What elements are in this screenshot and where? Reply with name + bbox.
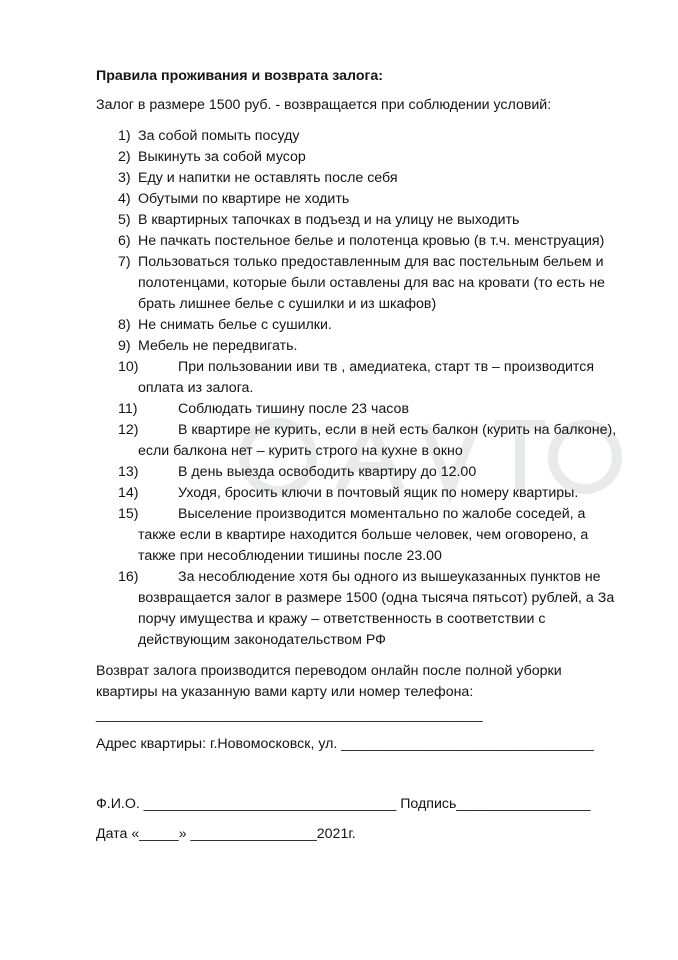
rule-item	[0, 189, 678, 210]
rule-number: 14)	[118, 485, 139, 501]
rule-text-line: В день выезда освободить квартиру до 12.00	[178, 464, 477, 480]
rule-item	[0, 483, 678, 504]
date-field: Дата «_____» ________________2021г.	[96, 826, 356, 842]
rule-number: 16)	[118, 569, 139, 585]
rule-text-line: Выселение производится моментально по жалобе соседей, а	[178, 506, 586, 522]
rule-item	[0, 462, 678, 483]
rule-item	[0, 147, 678, 168]
rule-text-line: Не пачкать постельное белье и полотенца кровью (в т.ч. менструация)	[138, 233, 605, 249]
rule-item	[0, 168, 678, 189]
rule-text-line: При пользовании иви тв , амедиатека, старт тв – производится	[178, 359, 595, 375]
rule-text-line: также если в квартире находится больше человек, чем оговорено, а	[138, 527, 589, 543]
rule-text-line: Обутыми по квартире не ходить	[138, 191, 350, 207]
rule-text-line: действующим законодательством РФ	[138, 632, 386, 648]
rules-list	[0, 126, 678, 651]
rule-item	[0, 315, 678, 336]
rule-item	[0, 231, 678, 252]
rule-number: 6)	[118, 233, 131, 249]
rule-text-line: брать лишнее белье с сушилки и из шкафов)	[138, 296, 437, 312]
rule-number: 4)	[118, 191, 131, 207]
rule-text-line: В квартирных тапочках в подъезд и на улицу не выходить	[138, 212, 520, 228]
rule-text-line: Пользоваться только предоставленным для вас постельным бельем и	[138, 254, 604, 270]
rule-number: 3)	[118, 170, 131, 186]
rule-number: 1)	[118, 128, 131, 144]
rule-text-line: возвращается залог в размере 1500 (одна тысяча пятьсот) рублей, а За	[138, 590, 615, 606]
rule-number: 5)	[118, 212, 131, 228]
rule-item	[0, 336, 678, 357]
rule-text-line: За собой помыть посуду	[138, 128, 300, 144]
intro-text: Залог в размере 1500 руб. - возвращается при соблюдении условий:	[96, 97, 552, 113]
payment-details-field: _________________________________________________	[96, 707, 483, 723]
return-text-line: квартиры на указанную вами карту или номер телефона:	[96, 684, 474, 700]
rule-text-line: полотенцами, которые были оставлены для вас на кровати (то есть не	[138, 275, 605, 291]
rule-number: 8)	[118, 317, 131, 333]
rule-text-line: Соблюдать тишину после 23 часов	[178, 401, 409, 417]
rule-number: 2)	[118, 149, 131, 165]
document-title: Правила проживания и возврата залога:	[96, 68, 384, 84]
return-text	[96, 661, 562, 703]
rule-item	[0, 126, 678, 147]
rule-text-line: Мебель не передвигать.	[138, 338, 298, 354]
rule-number: 15)	[118, 506, 139, 522]
rule-text-line: оплата из залога.	[138, 380, 254, 396]
rule-item	[0, 210, 678, 231]
rule-item	[0, 252, 678, 315]
rule-text-line: Не снимать белье с сушилки.	[138, 317, 332, 333]
rule-item	[0, 504, 678, 567]
return-text-line: Возврат залога производится переводом онлайн после полной уборки	[96, 663, 562, 679]
rule-number: 9)	[118, 338, 131, 354]
rule-text-line: также при несоблюдении тишины после 23.00	[138, 548, 442, 564]
rule-text-line: Выкинуть за собой мусор	[138, 149, 306, 165]
rule-number: 13)	[118, 464, 139, 480]
rule-text-line: Уходя, бросить ключи в почтовый ящик по номеру квартиры.	[178, 485, 579, 501]
rule-text-line: За несоблюдение хотя бы одного из вышеуказанных пунктов не	[178, 569, 601, 585]
address-field: Адрес квартиры: г.Новомосковск, ул. ________________________________	[96, 736, 594, 752]
name-signature-field: Ф.И.О. ________________________________ Подпись_________________	[96, 796, 591, 812]
rule-text-line: Еду и напитки не оставлять после себя	[138, 170, 398, 186]
rule-text-line: если балкона нет – курить строго на кухне в окно	[138, 443, 463, 459]
rule-text-line: В квартире не курить, если в ней есть балкон (курить на балконе),	[178, 422, 617, 438]
rule-item	[0, 357, 678, 399]
rule-number: 11)	[118, 401, 138, 417]
rule-item	[0, 420, 678, 462]
rule-text-line: порчу имущества и кражу – ответственность в соответствии с	[138, 611, 546, 627]
rule-number: 10)	[118, 359, 139, 375]
rule-item	[0, 567, 678, 651]
rule-number: 7)	[118, 254, 131, 270]
rule-item	[0, 399, 678, 420]
rule-number: 12)	[118, 422, 139, 438]
